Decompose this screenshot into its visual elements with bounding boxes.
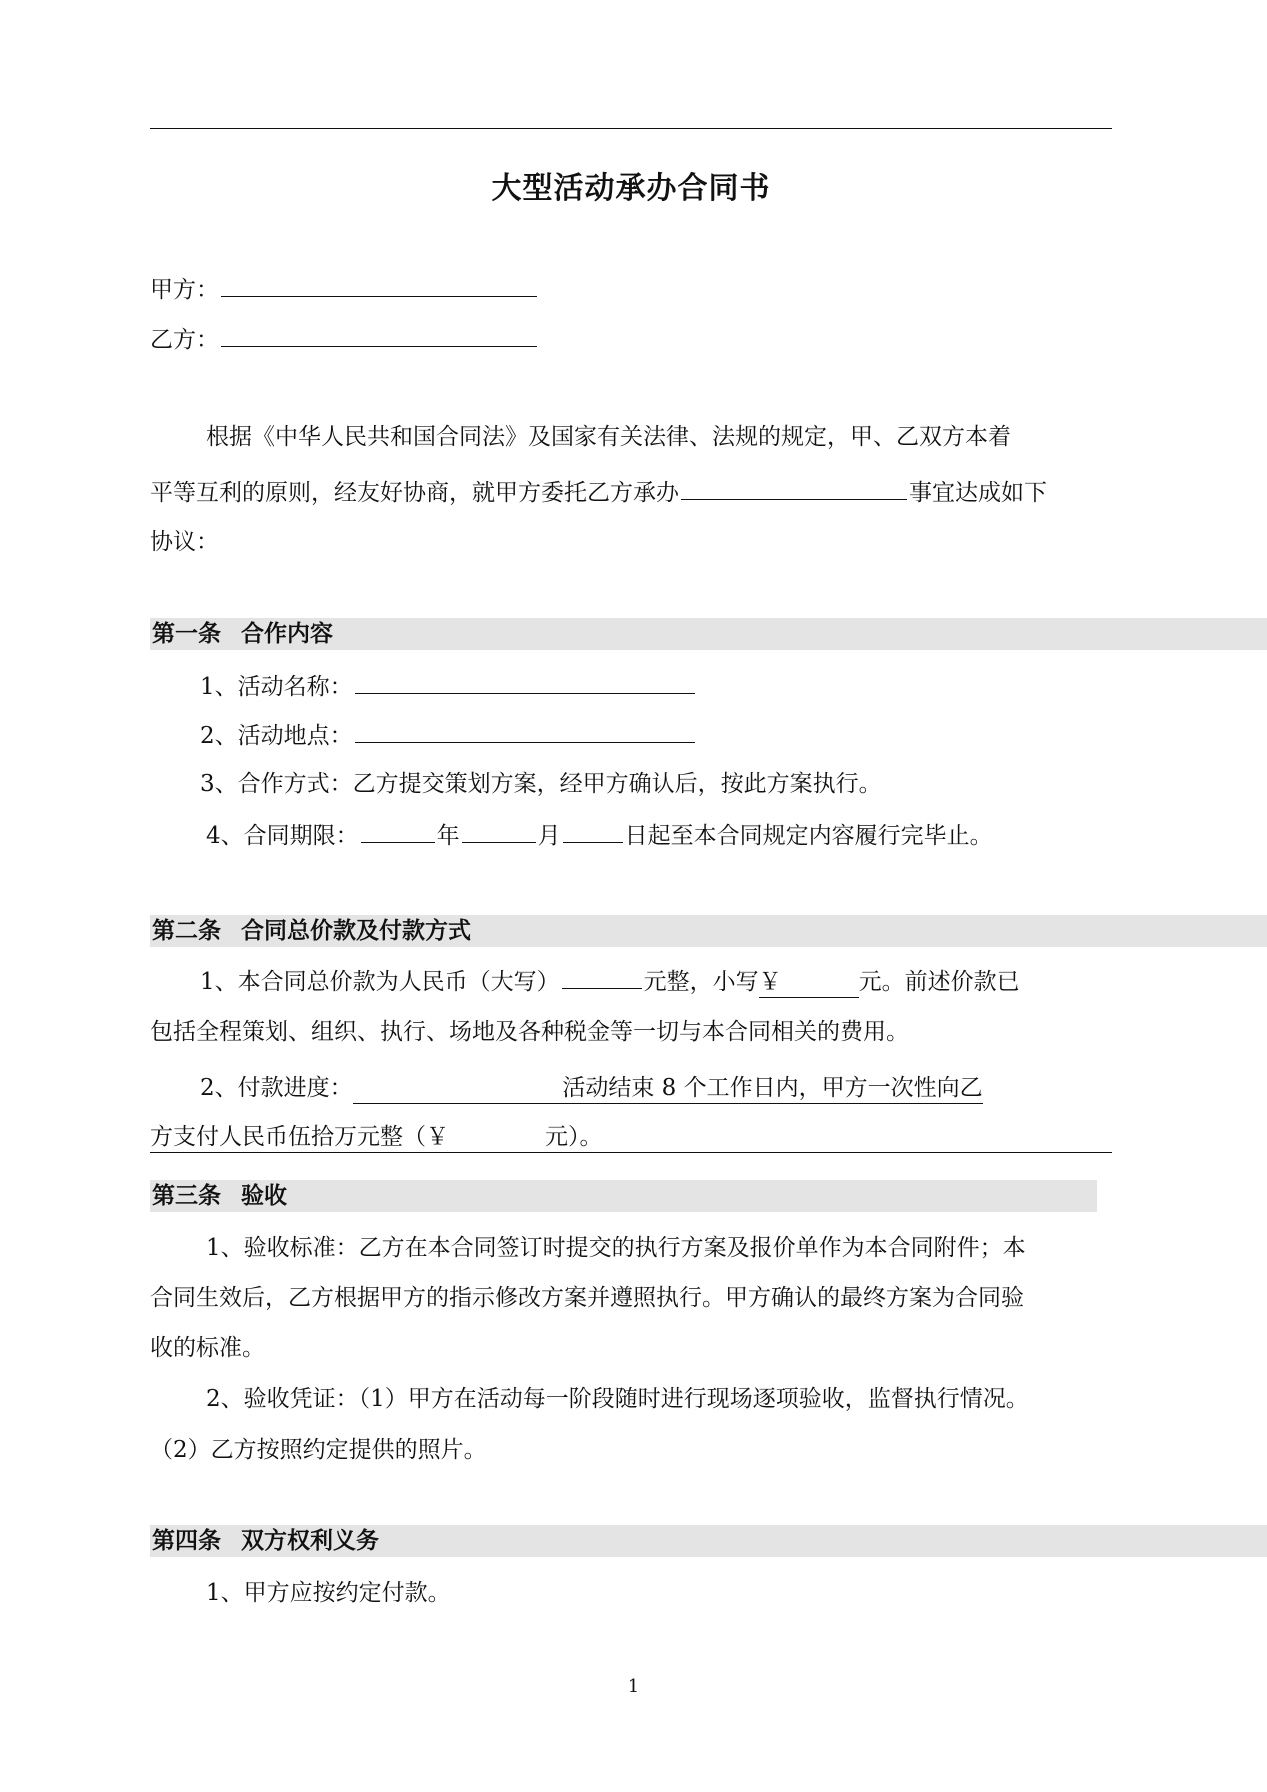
total-price-suffix: 元。前述价款已 — [858, 969, 1020, 995]
section-3-item-1-line-3: 收的标准。 — [150, 1335, 265, 1361]
party-b-line — [150, 324, 539, 355]
section-4-number: 第四条 — [152, 1528, 221, 1554]
term-suffix: 日起至本合同规定内容履行完毕止。 — [624, 823, 993, 849]
payment-progress-label: 2、付款进度： — [200, 1075, 353, 1101]
page-number: 1 — [627, 1676, 640, 1697]
activity-name-label: 1、活动名称： — [200, 674, 353, 700]
preamble-line-2-before: 平等互利的原则，经友好协商，就甲方委托乙方承办 — [150, 480, 679, 506]
party-b-label: 乙方： — [150, 327, 219, 353]
section-3-band — [150, 1180, 1097, 1212]
preamble-line-3: 协议： — [150, 529, 219, 555]
section-3-heading — [152, 1180, 287, 1212]
section-1-item-4 — [206, 820, 993, 851]
section-3-title: 验收 — [241, 1183, 287, 1209]
term-month-label: 月 — [537, 823, 561, 849]
section-1-number: 第一条 — [152, 621, 221, 647]
total-price-words-blank[interactable] — [562, 966, 642, 989]
section-3-item-2-line-2: （2）乙方按照约定提供的照片。 — [150, 1437, 487, 1463]
document-title: 大型活动承办合同书 — [491, 171, 771, 206]
section-1-item-2 — [200, 720, 697, 751]
total-price-label: 1、本合同总价款为人民币（大写） — [200, 969, 560, 995]
section-1-heading — [152, 618, 333, 650]
payment-progress-field[interactable] — [353, 1073, 983, 1104]
preamble-line-1: 根据《中华人民共和国合同法》及国家有关法律、法规的规定，甲、乙双方本着 — [206, 424, 1011, 450]
section-4-heading — [152, 1525, 379, 1557]
section-1-title: 合作内容 — [241, 621, 333, 647]
party-a-blank[interactable] — [221, 274, 537, 297]
section-2-number: 第二条 — [152, 918, 221, 944]
section-3-item-2-line-1: 2、验收凭证：（1）甲方在活动每一阶段随时进行现场逐项验收，监督执行情况。 — [206, 1386, 1029, 1412]
party-a-label: 甲方： — [150, 277, 219, 303]
total-price-mid: 元整，小写 — [643, 969, 759, 995]
term-day-blank[interactable] — [563, 820, 623, 843]
term-label: 4、合同期限： — [206, 823, 359, 849]
party-a-line — [150, 274, 539, 305]
term-year-blank[interactable] — [361, 820, 435, 843]
term-month-blank[interactable] — [462, 820, 536, 843]
event-blank[interactable] — [681, 477, 907, 500]
section-2-heading — [152, 915, 471, 947]
total-price-figure-blank[interactable] — [759, 967, 859, 998]
section-2-item-1-line-2: 包括全程策划、组织、执行、场地及各种税金等一切与本合同相关的费用。 — [150, 1019, 909, 1045]
section-3-item-1-line-2: 合同生效后，乙方根据甲方的指示修改方案并遵照执行。甲方确认的最终方案为合同验 — [150, 1285, 1024, 1311]
activity-name-blank[interactable] — [355, 671, 695, 694]
preamble-line-2 — [150, 477, 1047, 508]
payment-amount-suffix: 元）。 — [545, 1124, 603, 1150]
term-year-label: 年 — [436, 823, 460, 849]
currency-symbol: ￥ — [758, 969, 782, 995]
section-2-item-2-line-2 — [150, 1122, 1112, 1153]
section-2-title: 合同总价款及付款方式 — [241, 918, 471, 944]
preamble-line-2-after: 事宜达成如下 — [909, 480, 1047, 506]
header-rule — [150, 128, 1112, 129]
section-4-item-1: 1、甲方应按约定付款。 — [206, 1580, 451, 1606]
section-4-title: 双方权利义务 — [241, 1528, 379, 1554]
section-1-item-3: 3、合作方式：乙方提交策划方案，经甲方确认后，按此方案执行。 — [200, 771, 882, 797]
party-b-blank[interactable] — [221, 324, 537, 347]
payment-amount-field[interactable] — [150, 1122, 1112, 1153]
activity-location-blank[interactable] — [355, 720, 695, 743]
section-3-item-1-line-1: 1、验收标准：乙方在本合同签订时提交的执行方案及报价单作为本合同附件；本 — [206, 1235, 1026, 1261]
section-3-number: 第三条 — [152, 1183, 221, 1209]
section-1-item-1 — [200, 671, 697, 702]
activity-location-label: 2、活动地点： — [200, 723, 353, 749]
section-2-item-2 — [200, 1073, 983, 1104]
payment-amount-text: 方支付人民币伍拾万元整（￥ — [150, 1124, 449, 1150]
payment-progress-text: 活动结束 8 个工作日内，甲方一次性向乙 — [562, 1075, 983, 1101]
section-2-item-1 — [200, 966, 1020, 998]
